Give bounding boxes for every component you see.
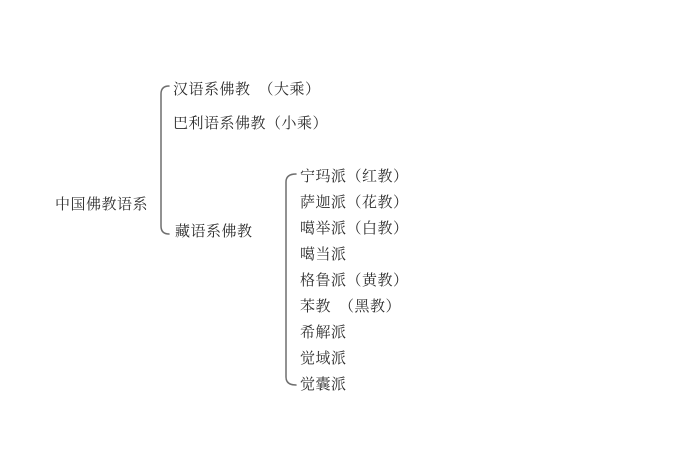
list-item-shije: 希解派 (300, 324, 347, 341)
list-item-bon: 苯教 （黑教） (300, 298, 402, 315)
list-item-sakya: 萨迦派（花教） (300, 194, 409, 211)
list-item-jonang: 觉囊派 (300, 376, 347, 393)
branch-han-buddhism: 汉语系佛教 （大乘） (173, 81, 321, 98)
branch-tibetan-buddhism: 藏语系佛教 (175, 223, 253, 240)
tibetan-schools-list (300, 169, 409, 393)
list-item-kadam: 噶当派 (300, 246, 347, 263)
main-bracket (161, 86, 169, 234)
root-label: 中国佛教语系 (55, 196, 149, 213)
branch-pali-buddhism: 巴利语系佛教（小乘） (173, 115, 329, 132)
list-item-kagyu: 噶举派（白教） (300, 220, 409, 237)
list-item-nyingma: 宁玛派（红教） (300, 168, 409, 185)
list-item-gelug: 格鲁派（黄教） (300, 272, 409, 289)
list-item-chod: 觉域派 (300, 350, 347, 367)
sub-bracket (286, 174, 296, 385)
